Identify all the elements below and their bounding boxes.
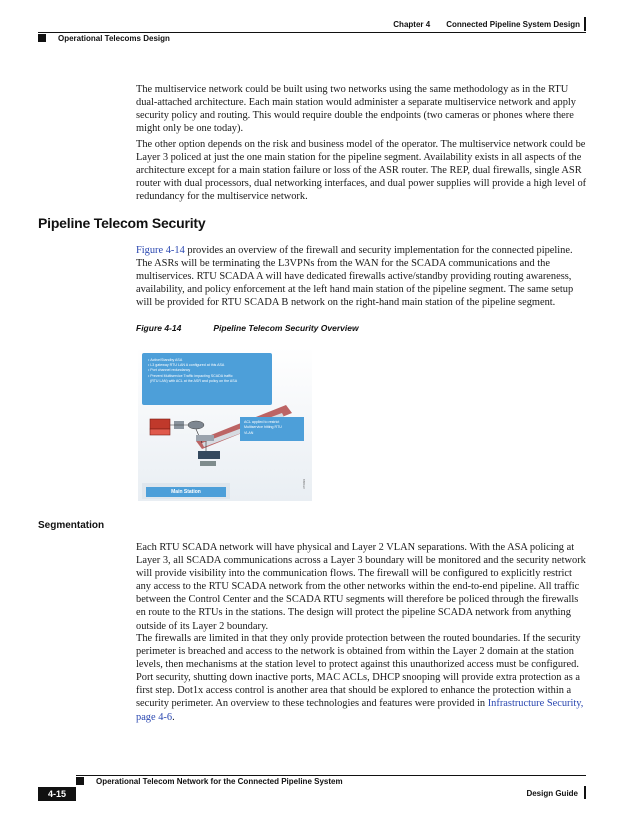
intro-text: provides an overview of the firewall and security implementation for the connected pipeline. The ASRs will be terminating the L3VPNs from the WAN for the SCADA communications and the multiservices. RTU SCADA A will have dedicated firewalls active/standby providing routing awareness, availability, and policy enforcement at the left hand main station of the pipeline segment. The same setup will be provided for RTU SCADA B network on the right-hand main station of the pipeline segment. [136,245,574,309]
note-bullet: • L3 gateway RTU LAN A configured at this ASA [148,363,225,368]
acl-line: Multiservice hitting RTU [244,425,282,430]
paragraph-security-intro [136,244,588,309]
note-bullet-continuation: (RTU LAN) with ACL at the ASR and policy on the ASA [150,378,238,383]
footer-title: Operational Telecom Network for the Connected Pipeline System [96,777,343,786]
note-bullet: • Prevent Multiservice Traffic impacting SCADA traffic [148,373,233,378]
asr-router [188,421,204,429]
rtu-module [200,461,216,466]
figure-caption [136,323,359,333]
header-rule [38,32,586,33]
footer-bar [584,786,586,799]
footer-square-marker [76,777,84,785]
access-switch [196,435,214,441]
figure-id: 376999 [302,478,306,489]
firewall-limits-text: The firewalls are limited in that they only provide protection between the routed boundaries. If the security perimeter is breached and access to the network is obtained from within the Layer 2 domain at the station levels, then mechanisms at the station level to protect against this unauthorized access must be configured. Port security, shutting down inactive ports, MAC ACLs, DHCP snooping will provide extra protection as a first step. Dot1x access control is another area that should be explored to enhance the protection within a security perimeter. An overview to these technologies and features were provided in [136,633,581,710]
figure-title: Pipeline Telecom Security Overview [213,323,359,333]
figure-number: Figure 4-14 [136,323,182,333]
paragraph-multiservice-option: The other option depends on the risk and business model of the operator. The multiservice network could be Layer 3 policed at just the one main station for the pipeline segment. Availability exists in all aspects of the architecture except for a main station failure or loss of the ASR router. The REP, dual firewalls, single ASR router with dual processors, dual networking interfaces, and dual power supplies will provide a high level of redundancy for the multiservice network. [136,139,587,203]
subsection-heading: Segmentation [38,520,105,531]
infrastructure-security-link[interactable]: Infrastructure Security, page 4-6 [136,698,584,723]
section-heading: Pipeline Telecom Security [38,215,206,231]
footer-rule [76,775,586,776]
paragraph-firewall-limits [136,632,588,724]
acl-callout [240,417,304,441]
firewall-device-2 [150,429,170,435]
asa-notes-callout [142,353,272,405]
page-number: 4-15 [38,787,76,801]
note-bullet: • Port channel redundancy [148,368,191,373]
running-header [393,20,580,29]
acl-line: ACL applied to restrict [244,420,280,424]
header-square-marker [38,34,46,42]
paragraph-multiservice-two-networks: The multiservice network could be built using two networks using the same methodology as in the RTU dual-attached architecture. Each main station would administer a separate multiservice network and apply security policy and routing. This would require double the endpoints (two cameras or phones where there might only be one today). [136,84,576,135]
header-bar [584,17,586,31]
chapter-title: Connected Pipeline System Design [446,20,580,29]
rtu-device [198,451,220,459]
firewall-device-1 [150,419,170,429]
note-bullet: • Active/Standby ASA [148,358,183,362]
acl-line: VLAN [244,430,254,435]
main-station-label: Main Station [146,487,226,497]
chapter-number: Chapter 4 [393,20,431,29]
header-section-title: Operational Telecoms Design [58,34,170,43]
footer-guide: Design Guide [526,789,578,798]
paragraph-segmentation: Each RTU SCADA network will have physical and Layer 2 VLAN separations. With the ASA policing at Layer 3, all SCADA communications across a Layer 3 boundary will be monitored and the security network will provide visibility into the communication flows. The firewall will be configured to explicitly restrict any access to the RTU SCADA network from the other networks within the end-to-end pipeline. All traffic between the Control Center and the SCADA RTU segments will therefore be policed through the firewalls en route to the RTUs in the stations. The design will protect the pipeline SCADA network from anything outside of its Layer 2 boundary. [136,542,586,632]
security-overview-figure [136,343,314,505]
sentence-end: . [172,711,175,723]
figure-4-14-link[interactable]: Figure 4-14 [136,245,185,256]
